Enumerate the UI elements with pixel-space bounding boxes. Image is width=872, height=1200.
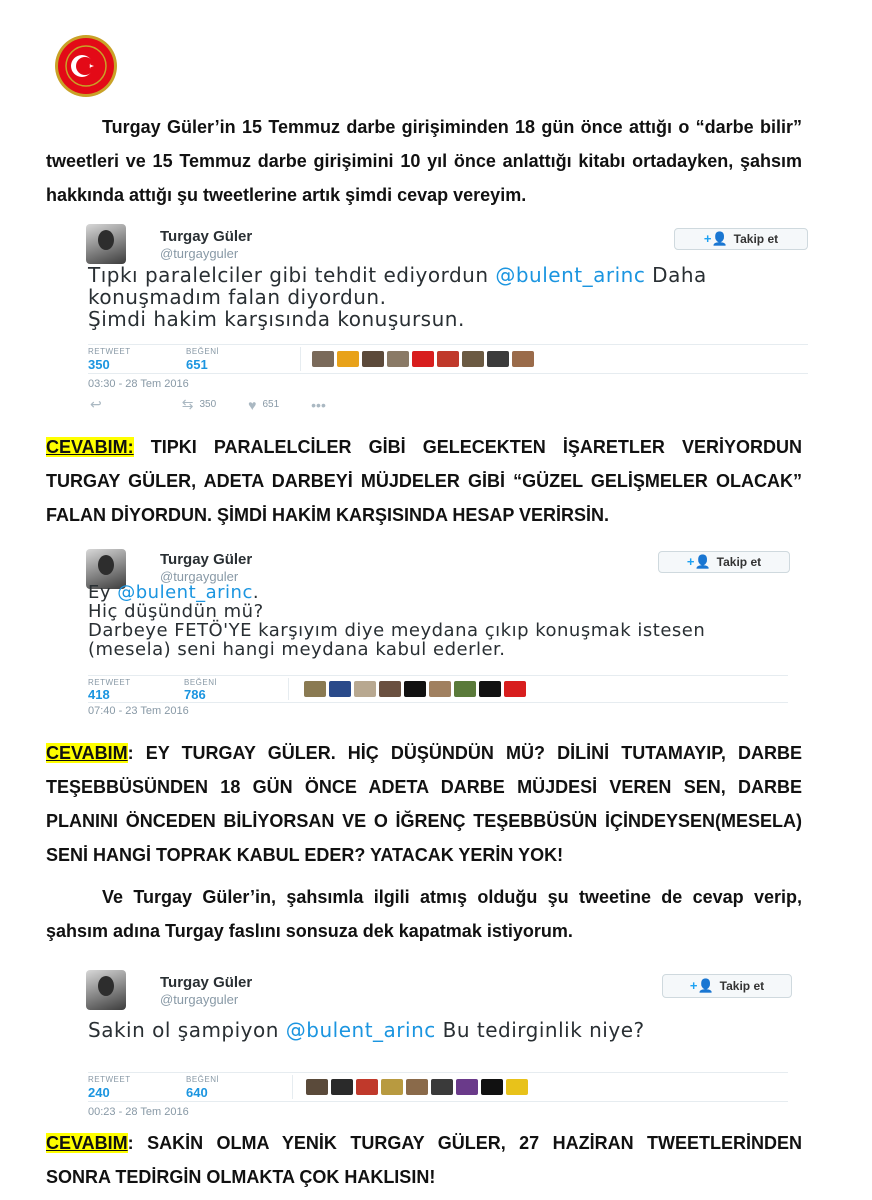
intro-paragraph: Turgay Güler’in 15 Temmuz darbe girişiminden 18 gün önce attığı o “darbe bilir” tweetleri ve 15 Temmuz darbe girişimini 10 yıl önce anlattığı kitabı ortadayken, şahsım hakkında attığı şu tweetlerine artık şimdi cevap vereyim. [46, 117, 802, 205]
tweet-date[interactable]: 03:30 - 28 Tem 2016 [88, 378, 189, 390]
retweet-label: RETWEET [88, 678, 131, 687]
tweet-author-name[interactable]: Turgay Güler [160, 228, 253, 245]
liker-avatars [306, 1079, 528, 1095]
answer-tag: CEVABIM [46, 1133, 128, 1153]
tweet-text-part: Tıpkı paralelciler gibi tehdit ediyordun [88, 263, 496, 287]
retweet-count[interactable]: 240 [88, 1085, 110, 1100]
like-icon: ♥ [248, 396, 257, 413]
answer-paragraph [46, 736, 802, 872]
tweet-actions [90, 396, 358, 413]
follow-label: Takip et [719, 979, 765, 993]
answer-text: TIPKI PARALELCİLER GİBİ GELECEKTEN İŞARETLER VERİYORDUN TURGAY GÜLER, ADETA DARBEYİ MÜJDELER GİBİ “GÜZEL GELİŞMELER OLACAK” FALAN DİYORDUN. ŞİMDİ HAKİM KARŞISINDA HESAP VERİRSİN. [46, 437, 802, 525]
retweet-label: RETWEET [88, 347, 131, 356]
avatar[interactable] [86, 224, 126, 264]
like-count[interactable]: 651 [186, 357, 208, 372]
avatar[interactable] [86, 970, 126, 1010]
like-label: BEĞENİ [184, 678, 218, 687]
tweet-text-part: Bu tedirginlik niye? [435, 1018, 645, 1042]
retweet-label: RETWEET [88, 1075, 131, 1084]
tweet-date[interactable]: 00:23 - 28 Tem 2016 [88, 1106, 189, 1118]
like-action-count: 651 [262, 399, 280, 410]
mention-link[interactable]: @bulent_arinc [117, 582, 253, 603]
retweet-action-count: 350 [199, 399, 217, 410]
retweet-button[interactable] [182, 396, 216, 413]
tweet-author-handle[interactable]: @turgayguler [160, 992, 239, 1007]
like-label: BEĞENİ [186, 347, 220, 356]
tweet-text [88, 583, 748, 659]
like-count[interactable]: 640 [186, 1085, 208, 1100]
mention-link[interactable]: @bulent_arinc [285, 1018, 436, 1042]
tweet-stats [88, 344, 808, 374]
tweet-stats [88, 1072, 788, 1102]
more-button[interactable] [311, 397, 326, 413]
like-count[interactable]: 786 [184, 687, 206, 702]
liker-avatars [312, 351, 534, 367]
retweet-count[interactable]: 418 [88, 687, 110, 702]
tweet-card [80, 545, 810, 725]
follow-plus-icon: +👤 [703, 231, 728, 246]
reply-button[interactable] [90, 396, 102, 413]
parliament-emblem-icon [54, 34, 118, 98]
tweet-text-part: . Hiç düşündün mü? Darbeye FETÖ'YE karşıyım diye meydana çıkıp konuşmak istesen (mesela) seni hangi meydana kabul ederler. [88, 582, 706, 660]
answer-text: : SAKİN OLMA YENİK TURGAY GÜLER, 27 HAZİRAN TWEETLERİNDEN SONRA TEDİRGİN OLMAKTA ÇOK HAKLISIN! [46, 1133, 802, 1187]
tweet-date[interactable]: 07:40 - 23 Tem 2016 [88, 705, 189, 717]
answer-tag: CEVABIM [46, 743, 128, 763]
retweet-count[interactable]: 350 [88, 357, 110, 372]
answer-paragraph [46, 1126, 802, 1194]
mention-link[interactable]: @bulent_arinc [495, 263, 646, 287]
tweet-author-name[interactable]: Turgay Güler [160, 551, 253, 568]
answer-tag: CEVABIM: [46, 437, 134, 457]
tweet-card [80, 220, 810, 420]
retweet-icon: ⇆ [181, 396, 194, 412]
middle-paragraph: Ve Turgay Güler’in, şahsımla ilgili atmış olduğu şu tweetine de cevap verip, şahsım adına Turgay faslını sonsuza dek kapatmak istiyorum. [46, 887, 802, 941]
answer-text: : EY TURGAY GÜLER. HİÇ DÜŞÜNDÜN MÜ? DİLİNİ TUTAMAYIP, DARBE TEŞEBBÜSÜNDEN 18 GÜN ÖNCE ADETA DARBE MÜJDESİ VEREN SEN, DARBE PLANINI ÖNCEDEN BİLİYORSAN VE O İĞRENÇ TEŞEBBÜSÜN İÇİNDEYSEN(MESELA) SENİ HANGİ TOPRAK KABUL EDER? YATACAK YERİN YOK! [46, 743, 802, 865]
tweet-text [88, 1018, 788, 1042]
follow-plus-icon: +👤 [686, 554, 711, 569]
more-icon: ••• [311, 396, 326, 413]
reply-icon: ↩ [90, 396, 102, 412]
follow-button[interactable] [662, 974, 792, 998]
tweet-author-name[interactable]: Turgay Güler [160, 974, 253, 991]
follow-label: Takip et [733, 232, 779, 246]
tweet-stats [88, 675, 788, 703]
follow-plus-icon: +👤 [689, 978, 714, 993]
tweet-text-part: Sakin ol şampiyon [88, 1018, 286, 1042]
tweet-author-handle[interactable]: @turgayguler [160, 569, 239, 584]
tweet-card [80, 966, 810, 1124]
liker-avatars [304, 681, 526, 697]
follow-button[interactable] [674, 228, 808, 250]
like-button[interactable] [248, 397, 279, 413]
tweet-author-handle[interactable]: @turgayguler [160, 246, 239, 261]
follow-button[interactable] [658, 551, 790, 573]
like-label: BEĞENİ [186, 1075, 220, 1084]
follow-label: Takip et [716, 555, 762, 569]
answer-paragraph [46, 430, 802, 532]
tweet-text [88, 264, 728, 330]
tweet-text-part: Daha konuşmadım falan diyordun. Şimdi hakim karşısında konuşursun. [88, 263, 707, 331]
tweet-text-part: Ey [88, 582, 118, 603]
